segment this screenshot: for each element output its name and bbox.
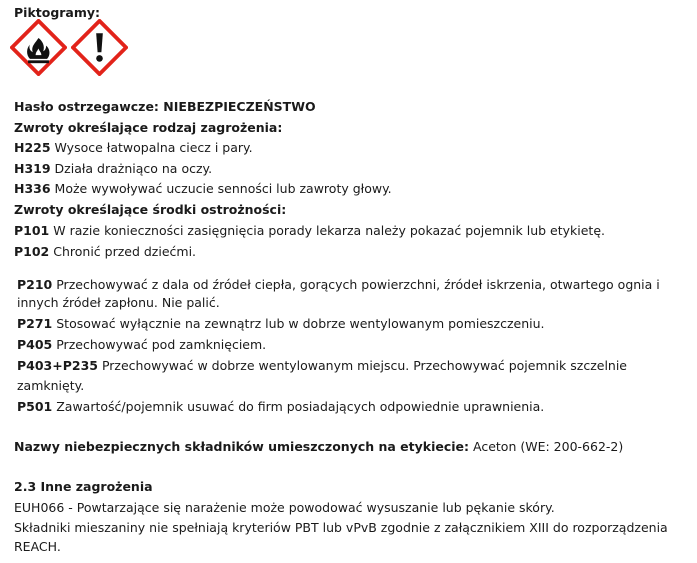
signal-word: Hasło ostrzegawcze: NIEBEZPIECZEŃSTWO: [14, 99, 316, 114]
other-hazards-heading: 2.3 Inne zagrożenia: [14, 479, 153, 494]
precaution-statement: P501 Zawartość/pojemnik usuwać do firm posiadających odpowiednie uprawnienia.: [17, 399, 545, 414]
precaution-continuation: zamknięty.: [17, 378, 85, 393]
other-hazards-text: Składniki mieszaniny nie spełniają kryteriów PBT lub vPvB zgodnie z załącznikiem XIII do rozporządzenia: [14, 520, 668, 535]
other-hazards-text: EUH066 - Powtarzające się narażenie może powodować wysuszanie lub pękanie skóry.: [14, 500, 555, 515]
precaution-statement: P101 W razie konieczności zasięgnięcia porady lekarza należy pokazać pojemnik lub etykietę.: [14, 223, 605, 238]
flame-icon: [10, 19, 67, 76]
pictograms-heading: Piktogramy:: [14, 5, 101, 20]
precaution-statement: P271 Stosować wyłącznie na zewnątrz lub w dobrze wentylowanym pomieszczeniu.: [17, 316, 545, 331]
precaution-continuation: innych źródeł zapłonu. Nie palić.: [17, 295, 220, 310]
hazard-statement: H336 Może wywoływać uczucie senności lub zawroty głowy.: [14, 181, 392, 196]
precaution-statement: P102 Chronić przed dziećmi.: [14, 244, 197, 259]
other-hazards-text: REACH.: [14, 539, 61, 554]
precaution-statement: P210 Przechowywać z dala od źródeł ciepła, gorących powierzchni, źródeł iskrzenia, otwartego ognia i: [17, 277, 660, 292]
hazard-statement: H225 Wysoce łatwopalna ciecz i pary.: [14, 140, 253, 155]
precaution-statement: P405 Przechowywać pod zamknięciem.: [17, 337, 267, 352]
hazard-heading: Zwroty określające rodzaj zagrożenia:: [14, 120, 283, 135]
ingredients-line: Nazwy niebezpiecznych składników umieszczonych na etykiecie: Aceton (WE: 200-662-2): [14, 439, 624, 454]
precaution-heading: Zwroty określające środki ostrożności:: [14, 202, 287, 217]
precaution-statement: P403+P235 Przechowywać w dobrze wentylowanym miejscu. Przechowywać pojemnik szczelnie: [17, 358, 628, 373]
hazard-statement: H319 Działa drażniąco na oczy.: [14, 161, 213, 176]
exclamation-mark-icon: [71, 19, 128, 76]
